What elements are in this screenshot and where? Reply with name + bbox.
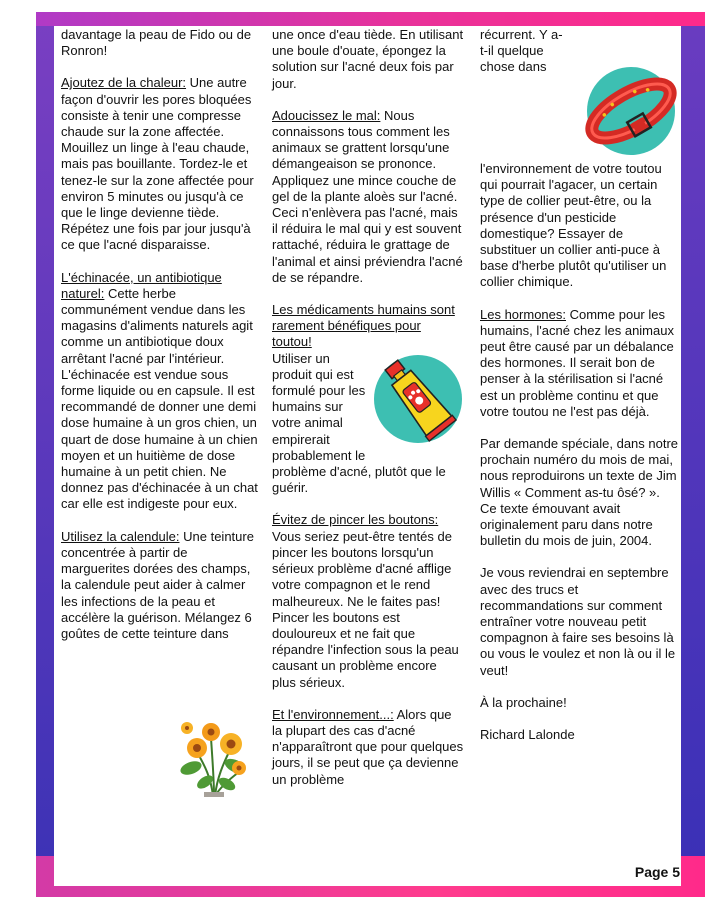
calendula-flower-photo (175, 708, 253, 798)
paragraph: une once d'eau tiède. En utilisant une boule d'ouate, épongez la solution sur l'acné deux fois par jour. (272, 27, 464, 91)
section-heading: Évitez de pincer les boutons: (272, 512, 439, 528)
section-heading: L'échinacée, un antibiotique naturel: (61, 269, 222, 301)
paragraph: récurrent. Y a-t-il quelque chose dans l'environnement de votre toutou qui pourrait l'agacer, un certain type de collier peut-être, ou la présence d'un pesticide domestique? Essayer de substituer un collier anti-puce à base d'herbe plutôt qu'utiliser un collier chimique. (480, 27, 678, 291)
section-heading: Ajoutez de la chaleur: (61, 75, 187, 91)
dog-collar-illustration (576, 61, 678, 157)
paragraph: Les médicaments humains sont rarement bénéfiques pour toutou! Utiliser un produit qui est formulé pour les humains sur votre animal empirerait probablement le problème d'acné, plutôt que le guérir. (272, 302, 464, 496)
section-heading: Les hormones: (480, 306, 566, 322)
column-1 (61, 27, 258, 658)
page-number: Page 5 (634, 864, 680, 880)
paragraph: Évitez de pincer les boutons: Vous seriez peut-être tentés de pincer les boutons lorsqu'un sérieux problème d'acné afflige votre compagnon et le rend malheureux. Ne le faites pas! Pincer les boutons est douloureux et ne fait que répandre l'infection sous la peau causant un problème encore plus sérieux. (272, 512, 459, 690)
paragraph: L'échinacée, un antibiotique naturel: Cette herbe communément vendue dans les magasins d'aliments naturels agit comme un antibiotique doux arrêtant l'acné par l'intérieur. L'échinacée est vendue sous forme liquide ou en capsule. Il est recommandé de donner une demi dose humaine à un gros chien, un quart de dose humaine à un chien moyen et un huitième de dose humaine à un petit chien. Ne donnez pas d'échinacée à un chat car elle est indigeste pour eux. (61, 269, 258, 512)
section-heading: Utilisez la calendule: (61, 528, 180, 544)
signature-text: Richard Lalonde (480, 727, 575, 743)
column-2 (272, 27, 464, 804)
ointment-tube-illustration (372, 353, 464, 445)
paragraph: davantage la peau de Fido ou de Ronron! (61, 27, 252, 59)
frame-right-bar (681, 12, 705, 897)
frame-left-bar (36, 12, 54, 897)
footer-bar (54, 856, 681, 886)
section-heading: Et l'environnement...: (272, 706, 394, 722)
paragraph: Par demande spéciale, dans notre prochain numéro du mois de mai, nous reproduirons un texte de Jim Willis « Comment as-tu ôsé? ». Ce texte émouvant avait originalement paru dans notre bulletin du mois de juin, 2004. (480, 436, 679, 549)
paragraph: À la prochaine! (480, 694, 567, 710)
paragraph: Et l'environnement...: Alors que la plupart des cas d'acné n'apparaîtront que pour quelques jours, il se peut que ça devienne un problème (272, 706, 464, 787)
column-3 (480, 27, 678, 759)
paragraph: Ajoutez de la chaleur: Une autre façon d'ouvrir les pores bloquées consiste à tenir une compresse chaude sur la zone affectée. Mouillez un linge à l'eau chaude, mais pas bouillante. Tordez-le et tenez-le sur la zone affectée pour environ 5 minutes ou jusqu'à ce que le linge devienne tiède. Répétez une fois par jour jusqu'à ce que l'acné disparaisse. (61, 75, 254, 253)
paragraph: Je vous reviendrai en septembre avec des trucs et recommandations sur comment entraîner votre nouveau petit compagnon à faire ses besoins là ou vous le voulez et non là ou il le veut! (480, 565, 676, 678)
section-heading: Adoucissez le mal: (272, 107, 381, 123)
section-heading: Les médicaments humains sont rarement bénéfiques pour toutou! (272, 302, 455, 350)
frame-top-bar (36, 12, 705, 26)
paragraph: Adoucissez le mal: Nous connaissons tous comment les animaux se grattent lorsqu'une démangeaison se prononce. Appliquez une mince couche de gel de la plante aloès sur l'acné. Ceci n'enlèvera pas l'acné, mais il réduira le mal qui y est souvent rattaché, réduira le grattage de l'animal et ainsi préviendra l'acné de se répandre. (272, 107, 463, 285)
paragraph: Les hormones: Comme pour les humains, l'acné chez les animaux peut être causé par un débalance des hormones. Il serait bon de penser à la stérilisation si l'acné est un problème continu et que votre toutou ne l'est pas déjà. (480, 306, 674, 419)
paragraph: Utilisez la calendule: Une teinture concentrée à partir de marguerites dorées des champs, la calendule peut aider à calmer les infections de la peau et accélère la guérison. Mélangez 6 goûtes de cette teinture dans (61, 528, 254, 641)
